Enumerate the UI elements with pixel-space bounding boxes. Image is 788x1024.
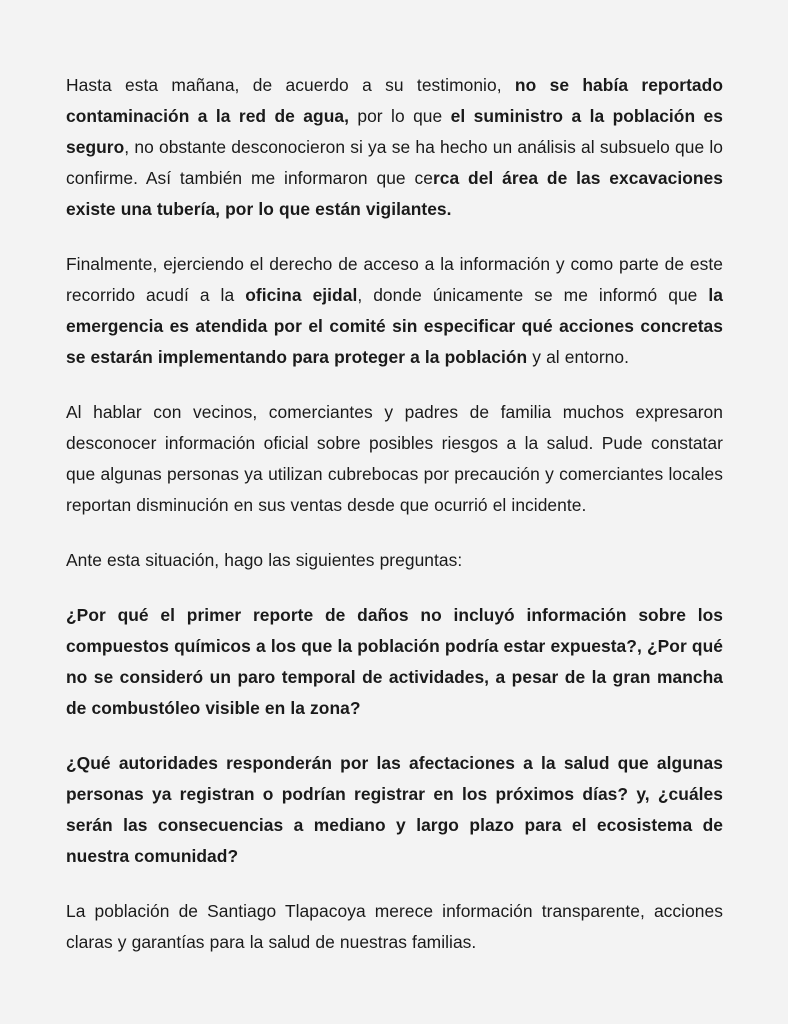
text-run-bold: ¿Por qué el primer reporte de daños no incluyó información sobre los compuestos químicos a los que la población podría estar expuesta?, ¿Por qué no se consideró un paro temporal de actividades, a pesar de la gran mancha de combustóleo visible en la zona?: [66, 605, 723, 718]
text-run-regular: Ante esta situación, hago las siguientes preguntas:: [66, 550, 463, 570]
text-run-regular: por lo que: [348, 106, 451, 126]
text-run-regular: , no obstante desconocieron si ya se ha hecho un análisis al subsuelo que lo confirme. Así también me informaron que ce: [66, 137, 723, 188]
paragraph: [66, 545, 723, 576]
text-run-regular: Al hablar con vecinos, comerciantes y padres de familia muchos expresaron desconocer información oficial sobre posibles riesgos a la salud. Pude constatar que algunas personas ya utilizan cubrebocas por precaución y comerciantes locales reportan disminución en sus ventas desde que ocurrió el incidente.: [66, 402, 723, 515]
paragraph: [66, 600, 723, 724]
text-run-bold: rca del área de las excavaciones existe una tubería, por lo que están vigilantes.: [66, 168, 723, 219]
text-run-bold: la emergencia es atendida por el comité sin especificar qué acciones concretas se estarán implementando para proteger a la población: [66, 285, 724, 367]
text-run-bold: oficina ejidal: [245, 285, 358, 305]
paragraph: [66, 249, 723, 373]
text-run-bold: no se había reportado contaminación a la red de agua,: [66, 75, 723, 126]
text-run-regular: Finalmente, ejerciendo el derecho de acceso a la información y como parte de este recorrido acudí a la: [66, 254, 723, 305]
text-run-regular: , donde únicamente se me informó que: [357, 285, 709, 305]
text-run-bold: ¿Qué autoridades responderán por las afectaciones a la salud que algunas personas ya registran o podrían registrar en los próximos días? y, ¿cuáles serán las consecuencias a mediano y largo plazo para el ecosistema de nuestra comunidad?: [66, 753, 723, 866]
text-run-regular: La población de Santiago Tlapacoya merece información transparente, acciones claras y garantías para la salud de nuestras familias.: [66, 901, 723, 952]
paragraph: [66, 896, 723, 958]
paragraph: [66, 748, 723, 872]
text-run-bold: el suministro a la población es seguro: [66, 106, 723, 157]
document-body: [66, 70, 723, 958]
text-run-regular: Hasta esta mañana, de acuerdo a su testimonio,: [66, 75, 515, 95]
paragraph: [66, 397, 723, 521]
text-run-regular: y al entorno.: [527, 347, 630, 367]
paragraph: [66, 70, 723, 225]
